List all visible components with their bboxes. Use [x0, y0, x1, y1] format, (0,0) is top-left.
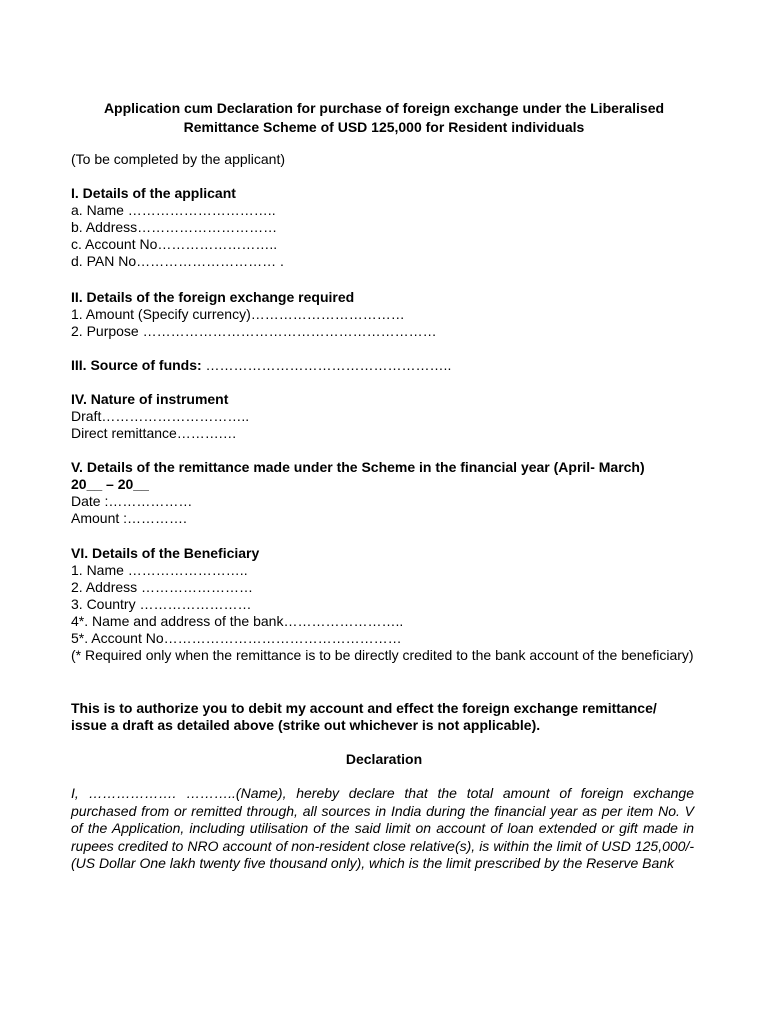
section-beneficiary-details [71, 545, 711, 664]
section-heading: III. Source of funds: [71, 357, 202, 373]
field-amount: 1. Amount (Specify currency)…………………………… [71, 306, 405, 322]
section-nature-of-instrument [71, 391, 711, 442]
financial-year-field: 20__ – 20__ [71, 476, 149, 492]
section-source-of-funds [71, 357, 711, 374]
field-beneficiary-country: 3. Country …………………… [71, 596, 252, 612]
field-amount: Amount :…………. [71, 510, 187, 526]
section-heading: V. Details of the remittance made under the Scheme in the financial year (April- March) [71, 459, 645, 475]
section-forex-required [71, 289, 711, 340]
authorization-text: This is to authorize you to debit my account and effect the foreign exchange remittance/ issue a draft as detailed above (strike out whichever is not applicable). [71, 700, 657, 733]
field-beneficiary-account-no: 5*. Account No…………………………………………… [71, 630, 402, 646]
title-line-1: Application cum Declaration for purchase of foreign exchange under the Liberalised [103, 100, 665, 116]
field-beneficiary-address: 2. Address …………………… [71, 579, 254, 595]
title-line-2: Remittance Scheme of USD 125,000 for Resident individuals [183, 119, 585, 135]
section-heading: VI. Details of the Beneficiary [71, 545, 260, 561]
declaration-body: I, ………………. ………..(Name), hereby declare that the total amount of foreign exchange purchased from or remitted through, all sources in India during the financial year as per item No. V of the Application, including utilisation of the said limit on account of loan extended or gift made in rupees credited to NRO account of non-resident close relative(s), is within the limit of USD 125,000/- (US Dollar One lakh twenty five thousand only), which is the limit prescribed by the Reserve Bank [71, 785, 694, 871]
field-date: Date :……………… [71, 493, 193, 509]
field-name: a. Name ………………………….. [71, 202, 276, 218]
required-note: (* Required only when the remittance is to be directly credited to the bank account of the beneficiary) [71, 647, 694, 663]
section-heading: II. Details of the foreign exchange required [71, 289, 355, 305]
intro-note [71, 151, 711, 168]
section-applicant-details [71, 185, 711, 270]
intro-text: (To be completed by the applicant) [71, 151, 286, 167]
declaration-heading: Declaration [345, 751, 423, 767]
field-purpose: 2. Purpose ……………………………………………………… [71, 323, 437, 339]
authorization-statement [71, 700, 686, 734]
field-source-of-funds: …………………………………………….. [201, 357, 452, 373]
section-heading: I. Details of the applicant [71, 185, 236, 201]
field-account-no: c. Account No…………………….. [71, 236, 278, 252]
field-address: b. Address………………………… [71, 219, 278, 235]
field-draft: Draft………………………….. [71, 408, 250, 424]
section-remittance-details [71, 459, 711, 527]
field-direct-remittance: Direct remittance……….… [71, 425, 237, 441]
section-heading: IV. Nature of instrument [71, 391, 229, 407]
field-beneficiary-name: 1. Name …………………….. [71, 562, 248, 578]
document-title [60, 99, 708, 137]
field-pan-no: d. PAN No………………………… . [71, 253, 284, 269]
field-bank-name-address: 4*. Name and address of the bank…………………….. [71, 613, 404, 629]
